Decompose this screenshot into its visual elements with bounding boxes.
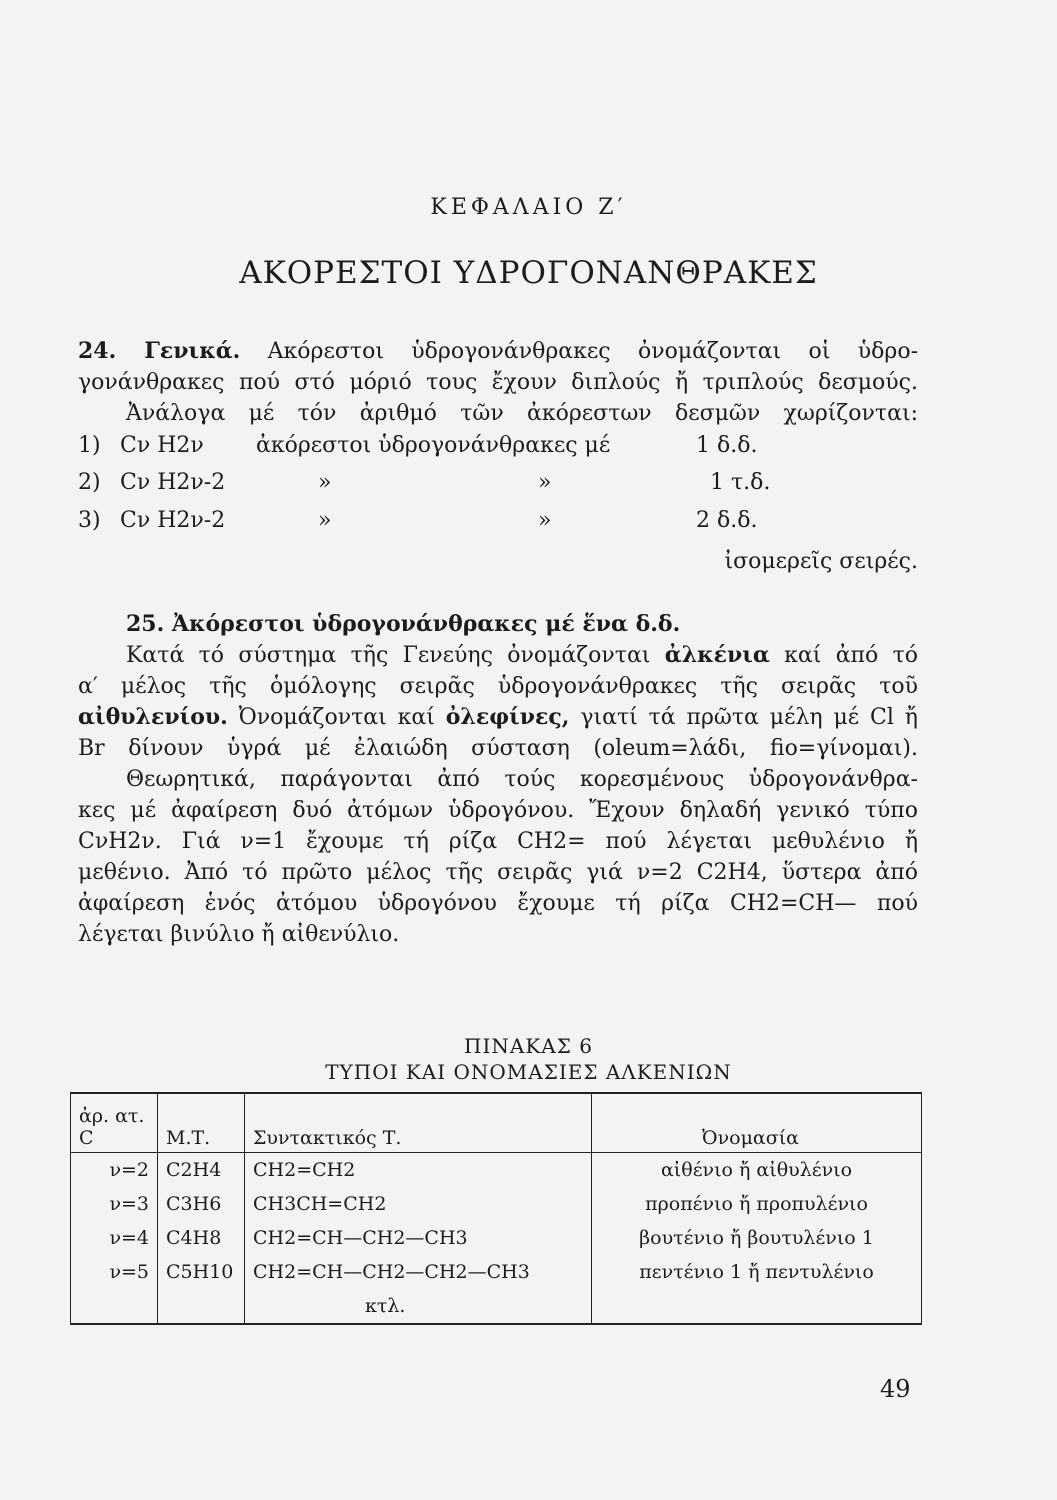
sec24-line3: Ἀνάλογα μέ τόν ἀριθμό τῶν ἀκόρεστων δεσμῶν χωρίζονται: (126, 401, 918, 426)
series-row-3: 3) Cν H2ν-2 » » 2 δ.δ. (78, 508, 758, 533)
section-24 (78, 336, 918, 429)
chapter-label: ΚΕΦΑΛΑΙΟ Ζ′ (430, 195, 627, 220)
isomeric-series-note: ἰσομερεῖς σειρές. (724, 549, 918, 574)
sec24-line1: Ακόρεστοι ὑδρογονάνθρακες ὀνομάζονται οἱ ὑδρο- (267, 339, 919, 364)
table-row: ν=5 C5H10 CH2=CH—CH2—CH2—CH3 πεντένιο 1 ἤ πεντυλένιο (71, 1255, 922, 1289)
table-row: ν=2 C2H4 CH2=CH2 αἰθένιο ἤ αἰθυλένιο (71, 1153, 922, 1188)
sec24-line2: γονάνθρακες πού στό μόριό τους ἔχουν διπλούς ἤ τριπλούς δεσμούς. (78, 370, 918, 395)
section-24-heading: 24. Γενικά. (78, 338, 241, 364)
table-row: ν=3 C3H6 CH3CH=CH2 προπένιο ἤ προπυλένιο (71, 1187, 922, 1221)
alkenes-table (70, 1092, 922, 1325)
series-row-1: 1) Cν H2ν ἀκόρεστοι ὑδρογονάνθρακες μέ 1 δ.δ. (78, 433, 758, 458)
table-row: ν=4 C4H8 CH2=CH—CH2—CH3 βουτένιο ἤ βουτυλένιο 1 (71, 1221, 922, 1255)
table-caption-title: ΤΥΠΟΙ ΚΑΙ ΟΝΟΜΑΣΙΕΣ ΑΛΚΕΝΙΩΝ (325, 1060, 732, 1084)
page-number: 49 (880, 1375, 911, 1403)
section-25-heading: 25. Ἀκόρεστοι ὑδρογονάνθρακες μέ ἕνα δ.δ. (126, 611, 681, 637)
chapter-title: ΑΚΟΡΕΣΤΟΙ ΥΔΡΟΓΟΝΑΝΘΡΑΚΕΣ (239, 255, 818, 291)
section-25: 25. Ἀκόρεστοι ὑδρογονάνθρακες μέ ἕνα δ.δ. Κατά τό σύστημα τῆς Γενεύης ὀνομάζονται ἀλκένια καί ἀπό τό α′ μέλος τῆς ὁμόλογης σειρᾶς ὑδρογονάνθρακες τῆς σειρᾶς τοῦ αἰθυλενίου. Ὀνομάζονται καί ὀλεφίνες, γιατί τά πρῶτα μέλη μέ Cl ἤ Br δίνουν ὑγρά μέ ἐλαιώδη σύσταση (oleum=λάδι, fio=γίνομαι). Θεωρητικά, παράγονται ἀπό τούς κορεσμένους ὑδρογονάνθρα- κες μέ ἀφαίρεση δυό ἀτόμων ὑδρογόνου. Ἔχουν δηλαδή γενικό τύπο CνH2ν. Γιά ν=1 ἔχουμε τή ρίζα CH2= πού λέγεται μεθυλένιο ἤ μεθένιο. Ἀπό τό πρῶτο μέλος τῆς σειρᾶς γιά ν=2 C2H4, ὕστερα ἀπό ἀφαίρεση ἑνός ἀτόμου ὑδρογόνου ἔχουμε τή ρίζα CH2=CH— πού λέγεται βινύλιο ἤ αἰθενύλιο. (78, 611, 918, 947)
series-row-2: 2) Cν H2ν-2 » » 1 τ.δ. (78, 470, 771, 495)
table-header-row: ἀρ. ατ. C Μ.Τ. Συντακτικός Τ. Ὀνομασία (71, 1093, 922, 1153)
table-row-etc: κτλ. (71, 1289, 922, 1324)
table-caption-number: ΠΙΝΑΚΑΣ 6 (464, 1034, 593, 1058)
